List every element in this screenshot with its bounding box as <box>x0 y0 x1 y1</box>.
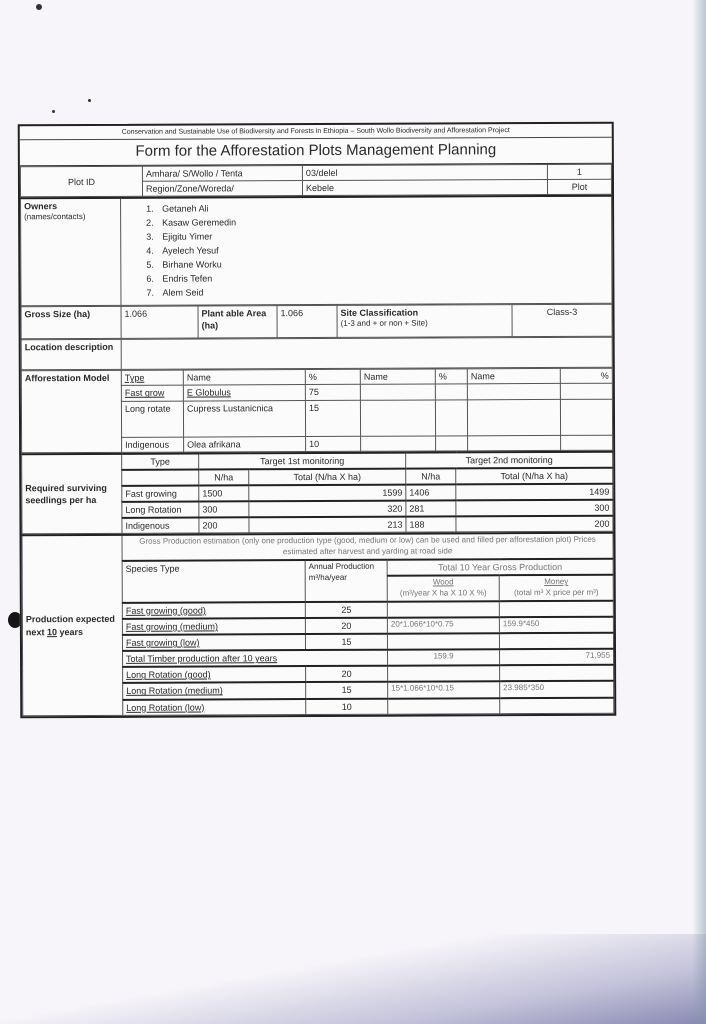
seedlings-label: Required surviving seedlings per ha <box>22 454 122 535</box>
plot-id-table <box>20 164 612 198</box>
owner-num: 5. <box>146 259 154 271</box>
gross-size-value: 1.066 <box>121 306 198 338</box>
afforestation-model-label: Afforestation Model <box>21 371 121 453</box>
plot-id-label: Plot ID <box>20 166 142 197</box>
seedling-type: Indigenous <box>122 518 199 534</box>
production-money: 23.985*350 <box>500 681 614 698</box>
total-timber-wood: 159.9 <box>388 649 500 666</box>
model-pct: 75 <box>305 385 360 400</box>
production-money: 159.9*450 <box>499 617 613 634</box>
owner-name: Ejigitu Yimer <box>162 231 213 242</box>
owners-table <box>20 195 612 307</box>
model-name: E Globulus <box>183 385 305 401</box>
seedling-t1: 1599 <box>249 485 406 502</box>
production-money <box>500 697 614 713</box>
seedling-t2: 300 <box>456 500 613 517</box>
site-class-sublabel: (1-3 and + or non + Site) <box>340 318 428 329</box>
production-annual: 15 <box>306 682 388 698</box>
owner-num: 6. <box>146 273 154 285</box>
production-wood <box>388 666 500 683</box>
speck <box>36 4 42 10</box>
location-label: Location description <box>21 340 121 370</box>
production-type: Long Rotation (good) <box>123 666 306 683</box>
model-type: Fast grow <box>121 386 183 401</box>
seedling-n1: 200 <box>199 518 249 534</box>
seedling-t2: 200 <box>456 516 613 532</box>
afforestation-model-table <box>21 368 613 453</box>
production-annual: 20 <box>305 618 387 634</box>
model-header-name: Name <box>360 369 435 384</box>
model-name: Cupress Lustanicnica <box>183 400 305 437</box>
production-label-line2: years <box>59 626 84 637</box>
owners-label-cell <box>21 198 121 306</box>
production-table <box>21 532 614 716</box>
model-type: Long rotate <box>121 401 183 437</box>
production-wood <box>387 601 499 618</box>
production-label-line1: Production expected next <box>25 614 115 637</box>
wood-subheader: (m³/year X ha X 10 X %) <box>399 588 487 598</box>
seedlings-table <box>21 450 613 534</box>
site-class-cell <box>337 305 512 338</box>
total-10yr-header: Total 10 Year Gross Production <box>387 559 613 576</box>
kebele-value: 03/delel <box>302 164 547 180</box>
production-wood: 15*1.066*10*0.15 <box>388 682 500 699</box>
seedling-t1: 320 <box>249 501 406 518</box>
production-wood: 20*1.066*10*0.75 <box>387 617 499 634</box>
total-timber-money: 71,955 <box>500 649 614 666</box>
owner-item <box>146 284 608 300</box>
production-annual: 15 <box>305 634 387 650</box>
owner-name: Kasaw Geremedin <box>162 217 237 228</box>
total-header: Total (N/ha X ha) <box>249 468 406 485</box>
annual-production-header: Annual Production m³/ha/year <box>305 560 387 602</box>
production-wood <box>388 698 500 714</box>
owner-name: Alem Seid <box>162 287 204 298</box>
production-annual: 20 <box>306 666 388 682</box>
production-money <box>499 633 613 650</box>
location-value <box>121 337 612 369</box>
target2-header: Target 2nd monitoring <box>406 451 613 468</box>
owner-num: 4. <box>146 245 154 257</box>
model-type: Indigenous <box>122 437 184 452</box>
region-value: Amhara/ S/Wollo / Tenta <box>142 166 302 182</box>
model-header-type: Type <box>121 370 183 385</box>
seedlings-type-header: Type <box>122 453 199 469</box>
location-table <box>21 337 613 371</box>
production-type: Fast growing (low) <box>122 634 305 651</box>
site-class-label: Site Classification <box>340 307 419 319</box>
model-pct: 15 <box>305 400 360 436</box>
kebele-label: Kebele <box>302 180 547 196</box>
owner-num: 7. <box>146 287 154 299</box>
seedling-type: Long Rotation <box>122 502 199 518</box>
money-subheader: (total m³ X price per m³) <box>514 587 599 598</box>
production-label <box>22 535 123 715</box>
seedling-n2: 281 <box>406 501 456 517</box>
model-header-name: Name <box>183 370 305 386</box>
total-timber-label: Total Timber production after 10 years <box>123 650 388 667</box>
production-wood <box>387 633 499 650</box>
wood-header-cell <box>387 575 499 601</box>
photo-shadow <box>0 934 706 1024</box>
production-annual: 25 <box>305 601 387 617</box>
owner-num: 2. <box>146 217 154 229</box>
owners-list-cell <box>121 196 612 306</box>
region-label: Region/Zone/Woreda/ <box>142 181 302 197</box>
owner-name: Endris Tefen <box>162 273 213 284</box>
owner-name: Getaneh Ali <box>162 203 209 214</box>
money-header-cell <box>499 575 613 601</box>
production-note: Gross Production estimation (only one production type (good, medium or low) can be used and filled per afforestation plot) Prices estimated after harvest and yarding at road side <box>122 533 613 561</box>
model-header-name: Name <box>467 369 560 385</box>
owner-num: 3. <box>146 231 154 243</box>
owner-num: 1. <box>146 203 154 215</box>
production-type: Long Rotation (medium) <box>123 682 306 699</box>
plot-label: Plot <box>547 179 611 194</box>
seedling-n1: 1500 <box>199 485 249 501</box>
speck <box>52 110 55 113</box>
production-money <box>500 665 614 682</box>
seedling-t1: 213 <box>249 517 406 533</box>
seedling-n1: 300 <box>199 501 249 517</box>
photo-edge-shadow <box>692 0 706 1024</box>
production-type: Fast growing (medium) <box>122 618 305 635</box>
seedling-type: Fast growing <box>122 486 199 502</box>
production-type: Fast growing (good) <box>122 602 305 619</box>
nha-header: N/ha <box>199 469 249 485</box>
production-money <box>499 600 613 617</box>
money-header: Money <box>544 577 569 587</box>
total-header: Total (N/ha X ha) <box>456 468 613 485</box>
model-header-pct: % <box>560 368 612 383</box>
target1-header: Target 1st monitoring <box>199 452 406 469</box>
production-type: Long Rotation (low) <box>123 699 306 715</box>
site-class-value: Class-3 <box>512 304 612 336</box>
owner-name: Ayelech Yesuf <box>162 245 219 256</box>
owner-name: Birhane Worku <box>162 259 222 270</box>
wood-header: Wood <box>432 577 454 587</box>
production-label-years: 10 <box>46 626 57 637</box>
model-pct: 10 <box>306 436 361 451</box>
speck <box>88 99 91 102</box>
plantable-area-value: 1.066 <box>277 306 337 338</box>
afforestation-form <box>18 122 617 718</box>
owners-label: Owners <box>24 201 58 212</box>
size-table <box>21 304 613 340</box>
model-header-pct: % <box>305 370 360 385</box>
species-type-header: Species Type <box>122 560 305 603</box>
seedling-n2: 188 <box>406 517 456 533</box>
seedling-t2: 1499 <box>456 484 613 501</box>
model-header-pct: % <box>435 369 467 384</box>
nha-header: N/ha <box>406 468 456 484</box>
plantable-area-label: Plant able Area (ha) <box>198 306 277 338</box>
production-annual: 10 <box>306 698 388 714</box>
plot-value: 1 <box>547 164 611 179</box>
model-name: Olea afrikana <box>184 436 306 452</box>
seedling-n2: 1406 <box>406 484 456 500</box>
owners-sublabel: (names/contacts) <box>24 212 86 222</box>
gross-size-label: Gross Size (ha) <box>21 307 121 339</box>
form-title: Form for the Afforestation Plots Management Planning <box>20 138 612 167</box>
project-line: Conservation and Sustainable Use of Biodiversity and Forests in Ethiopia – South Wollo Biodiversity and Afforestation Project <box>20 124 612 141</box>
owners-list <box>124 198 608 304</box>
